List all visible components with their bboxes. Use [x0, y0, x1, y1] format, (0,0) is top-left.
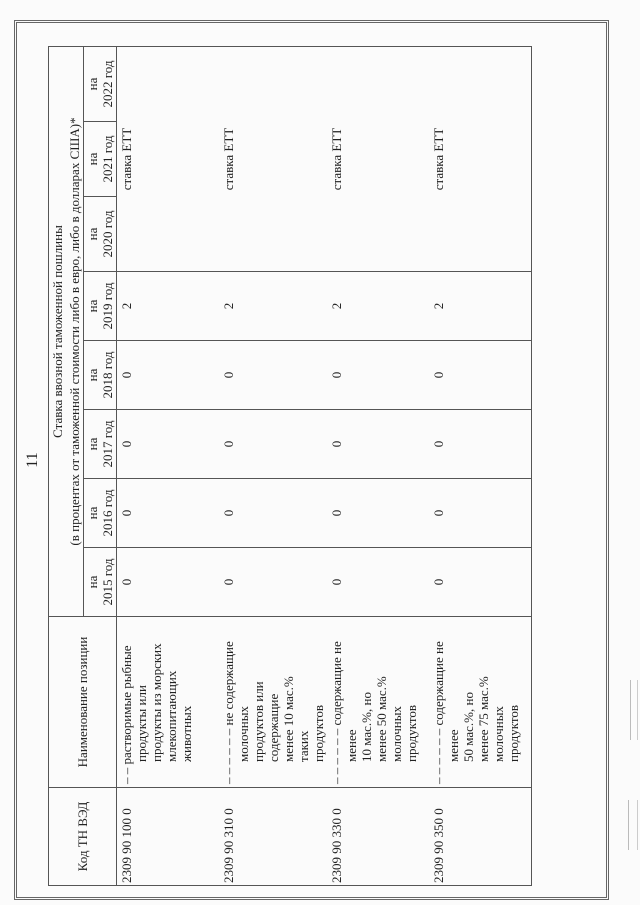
row-code: 2309 90 350 0	[429, 788, 532, 886]
rate-2016: 0	[219, 479, 327, 548]
row-code: 2309 90 100 0	[117, 788, 220, 886]
rate-ett: ставка ЕТТ	[429, 47, 532, 272]
scan-artifact	[628, 800, 638, 850]
rate-2015: 0	[429, 548, 532, 617]
table-row	[429, 47, 532, 886]
header-name: Наименование позиции	[49, 617, 117, 788]
rate-2019: 2	[327, 272, 429, 341]
header-rate-subtitle: (в процентах от таможенной стоимости либо в евро, либо в долларах США)*	[66, 47, 84, 617]
rate-2019: 2	[117, 272, 220, 341]
page-number: 11	[24, 452, 41, 468]
header-year-2017: на 2017 год	[84, 410, 117, 479]
rate-2018: 0	[327, 341, 429, 410]
header-year-2016: на 2016 год	[84, 479, 117, 548]
row-name: – – – – – – содержащие не менее 10 мас.%, но менее 50 мас.% молочных продуктов	[327, 617, 429, 788]
rate-2015: 0	[117, 548, 220, 617]
rate-ett: ставка ЕТТ	[327, 47, 429, 272]
rate-2017: 0	[327, 410, 429, 479]
header-year-2021: на 2021 год	[84, 122, 117, 197]
header-year-2018: на 2018 год	[84, 341, 117, 410]
rate-2015: 0	[327, 548, 429, 617]
rate-2019: 2	[429, 272, 532, 341]
row-name: – – – – – – содержащие не менее 50 мас.%, но менее 75 мас.% молочных продуктов	[429, 617, 532, 788]
rotated-content	[14, 20, 609, 900]
header-year-2015: на 2015 год	[84, 548, 117, 617]
rate-2019: 2	[219, 272, 327, 341]
table-row	[219, 47, 327, 886]
row-name: – – растворимые рыбные продукты или продукты из морских млекопитающих животных	[117, 617, 220, 788]
row-code: 2309 90 330 0	[327, 788, 429, 886]
rate-ett: ставка ЕТТ	[117, 47, 220, 272]
row-code: 2309 90 310 0	[219, 788, 327, 886]
tariff-table	[48, 46, 532, 886]
header-code: Код ТН ВЭД	[49, 788, 117, 886]
row-name: – – – – – – не содержащие молочных продуктов или содержащие менее 10 мас.% таких продуктов	[219, 617, 327, 788]
header-year-2022: на 2022 год	[84, 47, 117, 122]
rate-2016: 0	[327, 479, 429, 548]
table-row	[117, 47, 220, 886]
rate-2016: 0	[429, 479, 532, 548]
rate-2017: 0	[117, 410, 220, 479]
header-year-2019: на 2019 год	[84, 272, 117, 341]
rate-ett: ставка ЕТТ	[219, 47, 327, 272]
rate-2016: 0	[117, 479, 220, 548]
table-row	[327, 47, 429, 886]
rate-2018: 0	[117, 341, 220, 410]
rate-2015: 0	[219, 548, 327, 617]
rate-2018: 0	[219, 341, 327, 410]
rate-2017: 0	[429, 410, 532, 479]
rate-2018: 0	[429, 341, 532, 410]
header-rate-title: Ставка ввозной таможенной пошлины	[49, 47, 67, 617]
header-year-2020: на 2020 год	[84, 197, 117, 272]
scan-artifact	[630, 680, 638, 740]
rate-2017: 0	[219, 410, 327, 479]
